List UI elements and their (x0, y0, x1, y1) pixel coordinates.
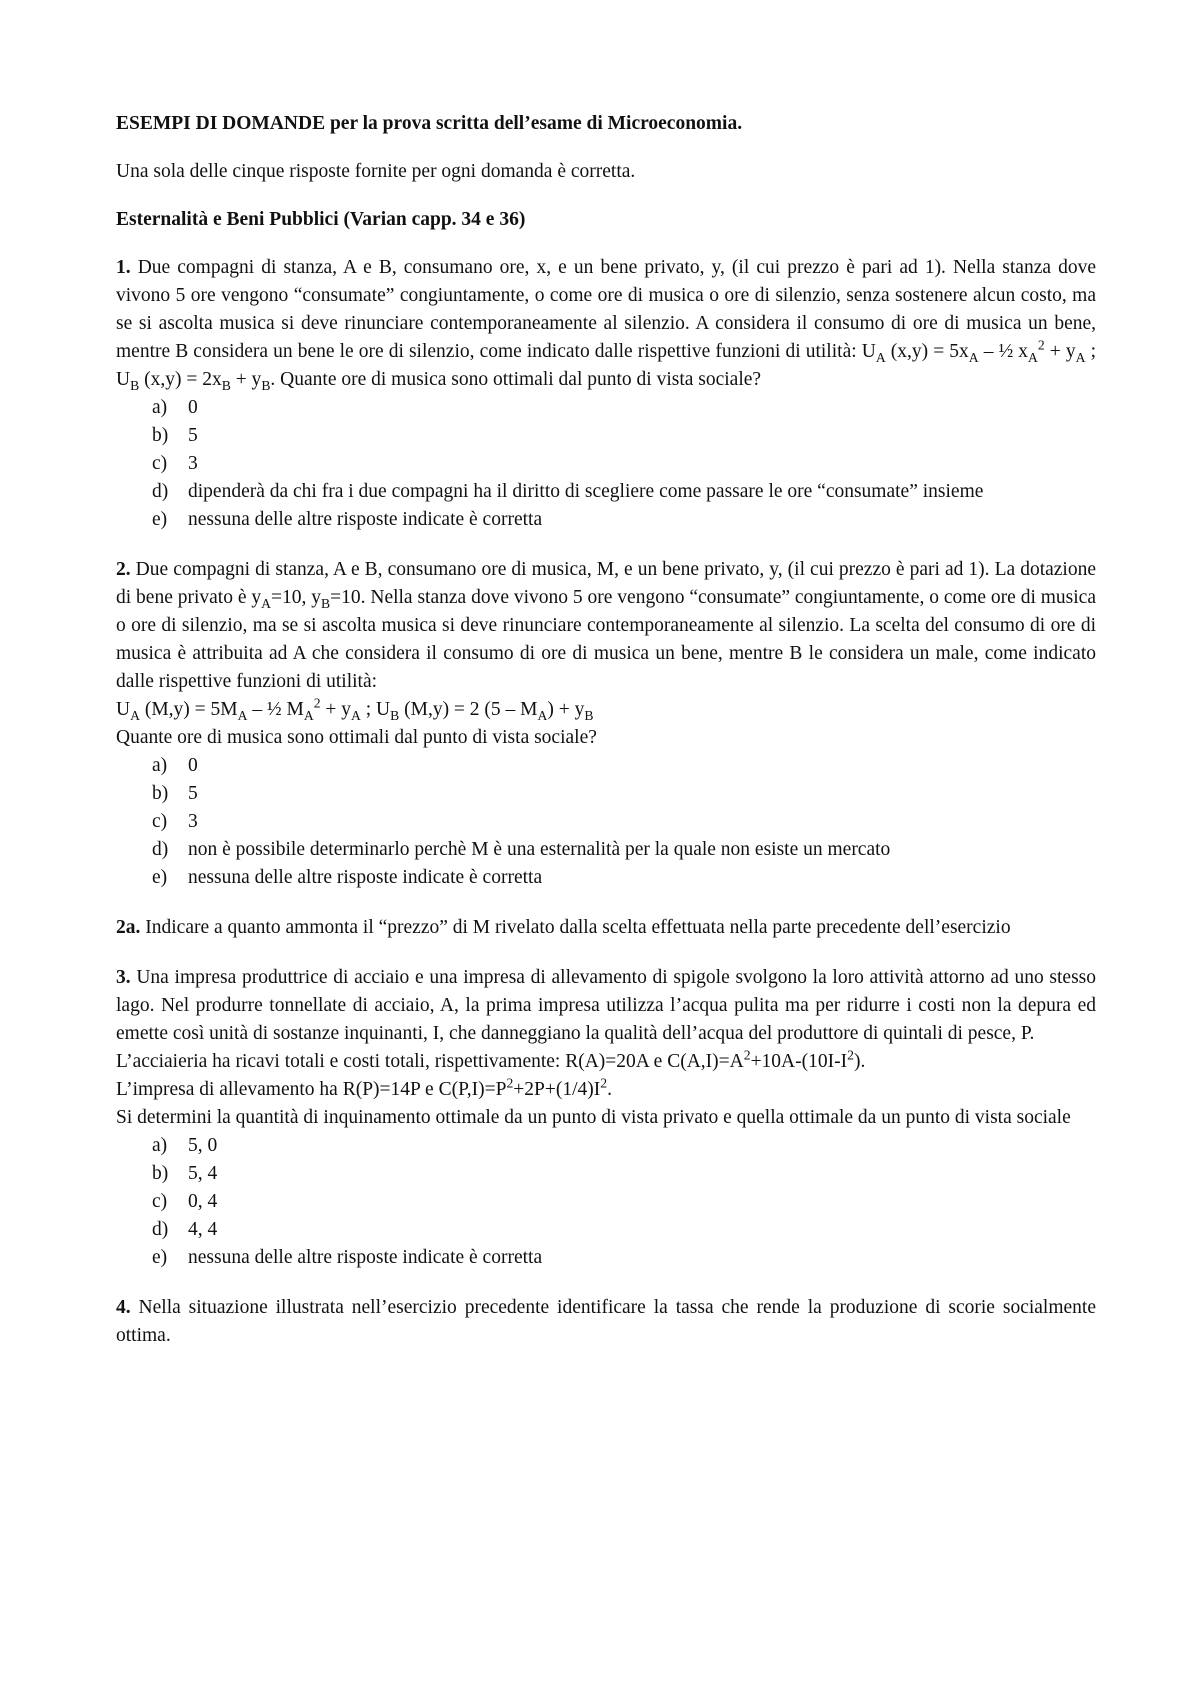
question-number: 2. (116, 559, 131, 580)
question-3-question: Si determini la quantità di inquinamento ottimale da un punto di vista privato e quella ottimale da un punto di vista sociale (116, 1107, 1071, 1128)
section-heading: Esternalità e Beni Pubblici (Varian capp. 34 e 36) (116, 209, 526, 230)
question-number: 4. (116, 1297, 131, 1318)
option-d: d) non è possibile determinarlo perchè M è una esternalità per la quale non esiste un mercato (152, 839, 891, 860)
option-a: a) 0 (152, 397, 198, 418)
question-2 (116, 556, 1096, 892)
document-title: ESEMPI DI DOMANDE per la prova scritta dell’esame di Microeconomia. (116, 113, 743, 134)
question-4-text: 4. Nella situazione illustrata nell’esercizio precedente identificare la tassa che rende la produzione di scorie socialmente ottima. (116, 1297, 1096, 1346)
option-d: d) 4, 4 (152, 1219, 218, 1240)
option-b: b) 5 (152, 783, 198, 804)
option-e: e) nessuna delle altre risposte indicate è corretta (152, 509, 543, 530)
question-3-costs-fish: L’impresa di allevamento ha R(P)=14P e $C(P,I)=P^2+2P+(1/4)I^2$. (116, 1075, 612, 1100)
question-number: 1. (116, 257, 131, 278)
question-3-text: 3. Una impresa produttrice di acciaio e una impresa di allevamento di spigole svolgono la loro attività attorno ad uno stesso lago. Nel produrre tonnellate di acciaio, A, la prima impresa utilizza l’acqua pulita ma per ridurre i costi non la depura ed emette così unità di sostanze inquinanti, I, che danneggiano la qualità dell’acqua del produttore di quintali di pesce, P. (116, 967, 1096, 1044)
question-1 (116, 254, 1096, 534)
document-intro: Una sola delle cinque risposte fornite per ogni domanda è corretta. (116, 161, 636, 182)
question-2-text: 2. Due compagni di stanza, A e B, consumano ore di musica, M, e un bene privato, y, (il cui prezzo è pari ad 1). La dotazione di bene privato è $y_A=10$, $y_B=10$. Nella stanza dove vivono 5 ore vengono “consumate” congiuntamente, o come ore di musica o ore di silenzio, ma se si ascolta musica si deve rinunciare contemporaneamente al silenzio. La scelta del consumo di ore di musica è attribuita ad A che considera il consumo di ore di musica un bene, mentre B le considera un male, come indicato dalle rispettive funzioni di utilità: (116, 559, 1096, 692)
answer-options (116, 1132, 1096, 1272)
question-1-text: 1. Due compagni di stanza, A e B, consumano ore, x, e un bene privato, y, (il cui prezzo è pari ad 1). Nella stanza dove vivono 5 ore vengono “consumate” congiuntamente, o come ore di musica o ore di silenzio, senza sostenere alcun costo, ma se si ascolta musica si deve rinunciare contemporaneamente al silenzio. A considera il consumo di ore di musica un bene, mentre B considera un bene le ore di silenzio, come indicato dalle rispettive funzioni di utilità: $U_A$ $(x,y) = 5x_A$ – ½ $x_A^2 + y_A$ ; $U_B$ $(x,y) = 2x_B + y_B$. Quante ore di musica sono ottimali dal punto di vista sociale? (116, 257, 1097, 393)
question-number: 2a. (116, 917, 141, 938)
answer-options (116, 394, 1096, 534)
option-a: a) 0 (152, 755, 198, 776)
question-number: 3. (116, 967, 131, 988)
option-c: c) 3 (152, 811, 198, 832)
option-b: b) 5 (152, 425, 198, 446)
question-3-costs-steel: L’acciaieria ha ricavi totali e costi totali, rispettivamente: R(A)=20A e $C(A,I)=A^2+10A-(10I-I^2)$. (116, 1047, 866, 1072)
option-e: e) nessuna delle altre risposte indicate è corretta (152, 1247, 543, 1268)
question-2a-text: 2a. Indicare a quanto ammonta il “prezzo” di M rivelato dalla scelta effettuata nella parte precedente dell’esercizio (116, 917, 1011, 938)
option-c: c) 3 (152, 453, 198, 474)
question-3 (116, 964, 1096, 1272)
option-a: a) 5, 0 (152, 1135, 218, 1156)
answer-options (116, 752, 1096, 892)
document-page (116, 110, 1096, 1372)
question-2a (116, 914, 1096, 942)
option-e: e) nessuna delle altre risposte indicate è corretta (152, 867, 543, 888)
question-4 (116, 1294, 1096, 1350)
question-2-utility: $U_A$ $(M,y) = 5M_A$ – ½ $M_A^2 + y_A$ ; $U_B$ (M,y) = 2 $(5 - M_A) + y_B$ (116, 695, 594, 723)
option-d: d) dipenderà da chi fra i due compagni ha il diritto di scegliere come passare le ore “consumate” insieme (152, 481, 984, 502)
question-2-question: Quante ore di musica sono ottimali dal punto di vista sociale? (116, 727, 597, 748)
option-b: b) 5, 4 (152, 1163, 218, 1184)
option-c: c) 0, 4 (152, 1191, 218, 1212)
